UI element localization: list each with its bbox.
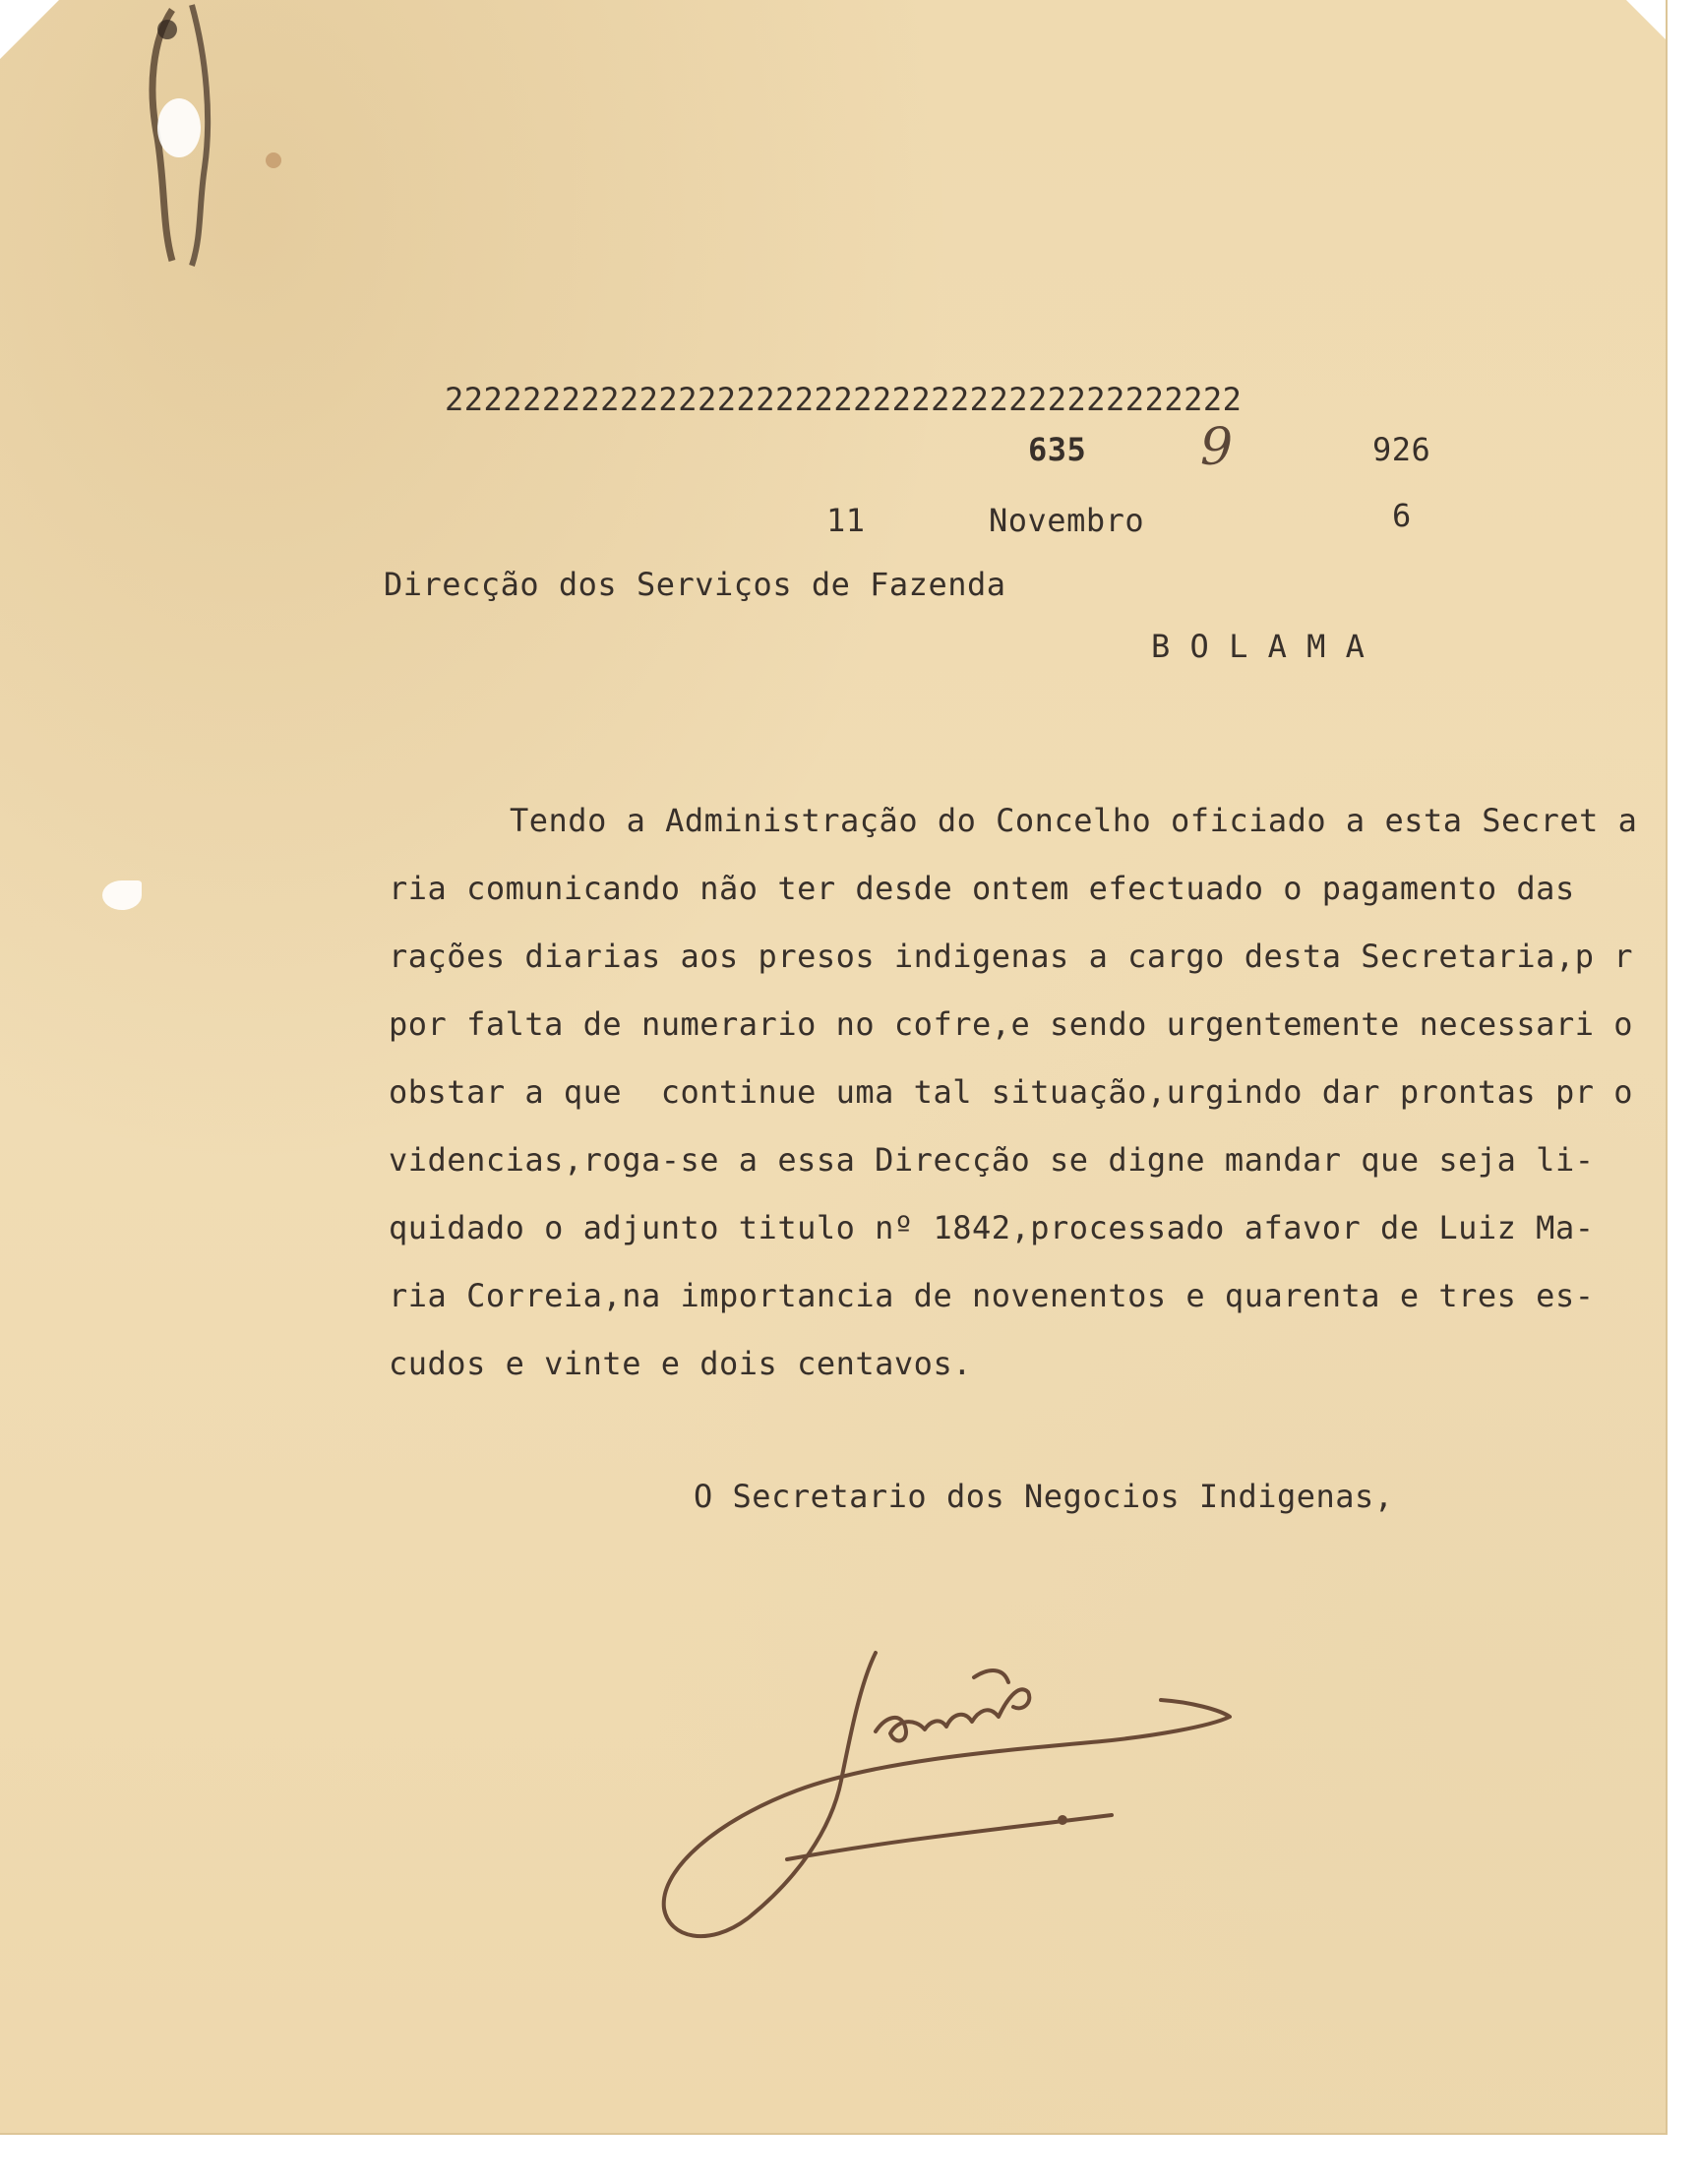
left-edge-tear (102, 880, 142, 910)
handwritten-signature (639, 1623, 1249, 1958)
date-day: 11 (826, 502, 866, 539)
header-year: 926 (1372, 431, 1431, 468)
torn-corner (0, 0, 59, 59)
pin-hole (266, 152, 281, 168)
torn-corner-right (1626, 0, 1666, 39)
body-line: cudos e vinte e dois centavos. (389, 1345, 972, 1382)
date-month: Novembro (989, 502, 1145, 539)
recipient-name: Direcção dos Serviços de Fazenda (384, 566, 1006, 603)
filler-row: 22222222222222222222222222222222222222222 (445, 381, 1243, 418)
date-year-digit: 6 (1392, 497, 1412, 534)
body-line: ria Correia,na importancia de novenentos e quarenta e tres es- (389, 1277, 1595, 1314)
document-number: 635 (1028, 431, 1087, 468)
recipient-place: B O L A M A (1151, 628, 1366, 665)
body-line: Tendo a Administração do Concelho oficiado a esta Secret a (510, 802, 1638, 839)
body-line: obstar a que continue uma tal situação,urgindo dar prontas pr o (389, 1073, 1633, 1111)
pencil-annotation: 9 (1200, 418, 1234, 477)
closing-title: O Secretario dos Negocios Indigenas, (694, 1478, 1394, 1515)
body-line: por falta de numerario no cofre,e sendo urgentemente necessari o (389, 1005, 1633, 1043)
staple-stain (118, 0, 256, 285)
body-line: rações diarias aos presos indigenas a cargo desta Secretaria,p r (389, 938, 1633, 975)
body-line: videncias,roga-se a essa Direcção se digne mandar que seja li- (389, 1141, 1595, 1179)
body-line: quidado o adjunto titulo nº 1842,processado afavor de Luiz Ma- (389, 1209, 1595, 1246)
body-line: ria comunicando não ter desde ontem efectuado o pagamento das (389, 870, 1575, 907)
